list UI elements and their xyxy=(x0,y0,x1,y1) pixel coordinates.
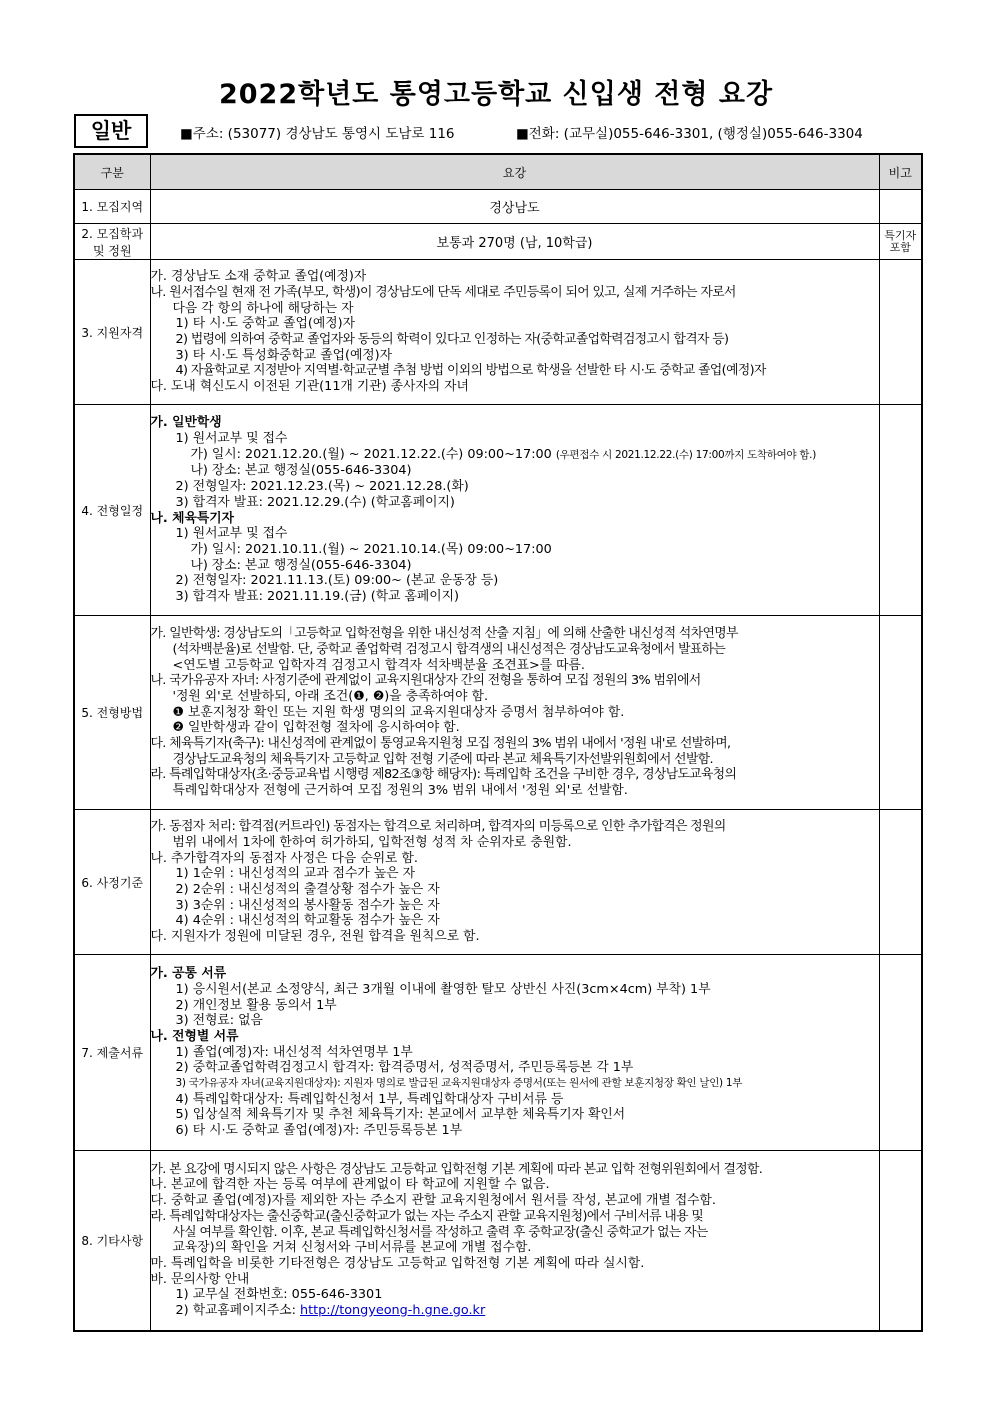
table-row xyxy=(74,616,922,810)
row-content: 가. 경상남도 소재 중학교 졸업(예정)자 나. 원서접수일 현재 전 가족(부모, 학생)이 경상남도에 단독 세대로 주민등록이 되어 있고, 실제 거주하는 자로서 다음 각 항의 하나에 해당하는 자 1) 타 시·도 중학교 졸업(예정)자 2) 법령에 의하여 중학교 졸업자와 동등의 학력이 있다고 인정하는 자(중학교졸업학력검정고시 합격자 등) 3) 타 시·도 특성화중학교 졸업(예정)자 4) 자율학교로 지정받아 지역별·학교군별 추첨 방법 이외의 방법으로 학생을 선발한 타 시·도 중학교 졸업(예정)자 다. 도내 혁신도시 이전된 기관(11개 기관) 종사자의 자녀 xyxy=(150,260,879,405)
row-content: 보통과 270명 (남, 10학급) xyxy=(150,224,879,260)
school-address: ■주소: (53077) 경상남도 통영시 도남로 116 xyxy=(180,126,455,142)
row-label: 6. 사정기준 xyxy=(74,810,150,955)
table-row xyxy=(74,1151,922,1331)
school-phone: ■전화: (교무실)055-646-3301, (행정실)055-646-3304 xyxy=(516,126,863,142)
table-row xyxy=(74,810,922,955)
row-label: 8. 기타사항 xyxy=(74,1151,150,1331)
row-content: 가. 본 요강에 명시되지 않은 사항은 경상남도 고등학교 입학전형 기본 계획에 따라 본교 입학 전형위원회에서 결정함. 나. 본교에 합격한 자는 등록 여부에 관계없이 타 학교에 지원할 수 없음. 다. 중학교 졸업(예정)자를 제외한 자는 주소지 관할 교육지원청에서 원서를 작성, 본교에 개별 접수함. 라. 특례입학대상자는 출신중학교(출신중학교가 없는 자는 주소지 관할 교육지원청)에서 구비서류 내용 및 사실 여부를 확인함. 이후, 본교 특례입학신청서를 작성하고 출력 후 중학교장(출신 중학교가 없는 자는 교육장)의 확인을 거쳐 신청서와 구비서류를 본교에 개별 접수함. 마. 특례입학을 비롯한 기타전형은 경상남도 고등학교 입학전형 기본 계획에 따라 실시함. 바. 문의사항 안내 1) 교무실 전화번호: 055-646-3301 2) 학교홈페이지주소: http://tongyeong-h.gne.go.kr xyxy=(150,1151,879,1331)
row-label: 2. 모집학과 및 정원 xyxy=(74,224,150,260)
table-row xyxy=(74,405,922,616)
info-row xyxy=(74,114,924,146)
header-category: 구분 xyxy=(74,154,150,190)
row-content: 가. 일반학생: 경상남도의「고등학교 입학전형을 위한 내신성적 산출 지침」에 의해 산출한 내신성적 석차연명부 (석차백분율)로 선발함. 단, 중학교 졸업학력 검정고시 합격생의 내신성적은 경상남도교육청에서 발표하는 <연도별 고등학교 입학자격 검정고시 합격자 석차백분율 조견표>를 따름. 나. 국가유공자 자녀: 사정기준에 관계없이 교육지원대상자 간의 전형을 통하여 모집 정원의 3% 범위에서 '정원 외'로 선발하되, 아래 조건(❶, ❷)을 충족하여야 함. ❶ 보훈지청장 확인 또는 지원 학생 명의의 교육지원대상자 증명서 첨부하여야 함. ❷ 일반학생과 같이 입학전형 절차에 응시하여야 함. 다. 체육특기자(축구): 내신성적에 관계없이 통영교육지원청 모집 정원의 3% 범위 내에서 '정원 내'로 선발하며, 경상남도교육청의 체육특기자 고등학교 입학 전형 기준에 따라 본교 체육특기자선발위원회에서 선발함. 라. 특례입학대상자(초·중등교육법 시행령 제82조③항 해당자): 특례입학 조건을 구비한 경우, 경상남도교육청의 특례입학대상자 전형에 근거하여 모집 정원의 3% 범위 내에서 '정원 외'로 선발함. xyxy=(150,616,879,810)
category-badge: 일반 xyxy=(74,114,148,148)
table-row xyxy=(74,190,922,224)
page-title: 2022학년도 통영고등학교 신입생 전형 요강 xyxy=(218,79,774,110)
row-label: 5. 전형방법 xyxy=(74,616,150,810)
table-row xyxy=(74,224,922,260)
homepage-link[interactable]: http://tongyeong-h.gne.go.kr xyxy=(300,1303,486,1319)
admission-table xyxy=(73,153,923,1332)
row-label: 1. 모집지역 xyxy=(74,190,150,224)
row-content: 가. 공통 서류 1) 응시원서(본교 소정양식, 최근 3개월 이내에 촬영한 탈모 상반신 사진(3cm×4cm) 부착) 1부 2) 개인정보 활용 동의서 1부 3) 전형료: 없음 나. 전형별 서류 1) 졸업(예정)자: 내신성적 석차연명부 1부 2) 중학교졸업학력검정고시 합격자: 합격증명서, 성적증명서, 주민등록등본 각 1부 3) 국가유공자 자녀(교육지원대상자): 지원자 명의로 발급된 교육지원대상자 증명서(또는 원서에 관할 보훈지청장 확인 날인) 1부 4) 특례입학대상자: 특례입학신청서 1부, 특례입학대상자 구비서류 등 5) 입상실적 체육특기자 및 추천 체육특기자: 본교에서 교부한 체육특기자 확인서 6) 타 시·도 중학교 졸업(예정)자: 주민등록등본 1부 xyxy=(150,955,879,1151)
header-content: 요강 xyxy=(150,154,879,190)
row-label: 4. 전형일정 xyxy=(74,405,150,616)
row-note: 특기자 포함 xyxy=(879,224,922,260)
row-content: 가. 동점자 처리: 합격점(커트라인) 동점자는 합격으로 처리하며, 합격자의 미등록으로 인한 추가합격은 정원의 범위 내에서 1차에 한하여 허가하되, 입학전형 성적 차 순위자로 충원함. 나. 추가합격자의 동점자 사정은 다음 순위로 함. 1) 1순위 : 내신성적의 교과 점수가 높은 자 2) 2순위 : 내신성적의 출결상황 점수가 높은 자 3) 3순위 : 내신성적의 봉사활동 점수가 높은 자 4) 4순위 : 내신성적의 학교활동 점수가 높은 자 다. 지원자가 정원에 미달된 경우, 전원 합격을 원칙으로 함. xyxy=(150,810,879,955)
table-row xyxy=(74,955,922,1151)
row-content: 경상남도 xyxy=(150,190,879,224)
header-note: 비고 xyxy=(879,154,922,190)
row-label: 3. 지원자격 xyxy=(74,260,150,405)
table-row xyxy=(74,260,922,405)
row-content: 가. 일반학생 1) 원서교부 및 접수 가) 일시: 2021.12.20.(월) ~ 2021.12.22.(수) 09:00~17:00 (우편접수 시 2021.12.22.(수) 17:00까지 도착하여야 함.) 나) 장소: 본교 행정실(055-646-3304) 2) 전형일자: 2021.12.23.(목) ~ 2021.12.28.(화) 3) 합격자 발표: 2021.12.29.(수) (학교홈페이지) 나. 체육특기자 1) 원서교부 및 접수 가) 일시: 2021.10.11.(월) ~ 2021.10.14.(목) 09:00~17:00 나) 장소: 본교 행정실(055-646-3304) 2) 전형일자: 2021.11.13.(토) 09:00~ (본교 운동장 등) 3) 합격자 발표: 2021.11.19.(금) (학교 홈페이지) xyxy=(150,405,879,616)
row-label: 7. 제출서류 xyxy=(74,955,150,1151)
